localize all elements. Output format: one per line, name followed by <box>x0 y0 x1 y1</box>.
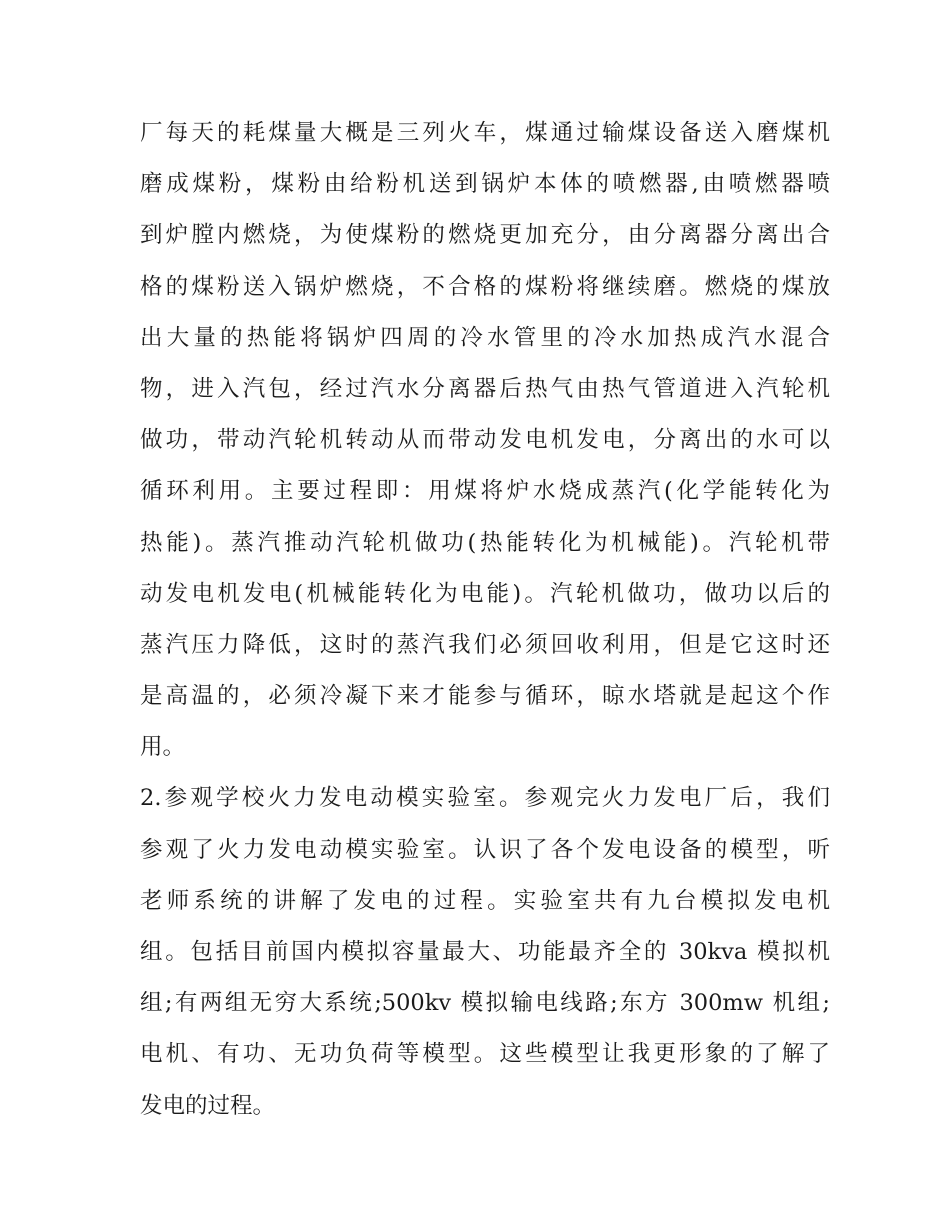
text-line: 用。 <box>140 734 186 761</box>
text-line: 做功，带动汽轮机转动从而带动发电机发电，分离出的水可以 <box>140 427 830 454</box>
text-line: 循环利用。主要过程即：用煤将炉水烧成蒸汽(化学能转化为 <box>140 478 830 505</box>
text-line: 参观了火力发电动模实验室。认识了各个发电设备的模型，听 <box>140 836 830 863</box>
text-line: 是高温的，必须冷凝下来才能参与循环，晾水塔就是起这个作 <box>140 683 830 710</box>
text-line: 磨成煤粉，煤粉由给粉机送到锅炉本体的喷燃器,由喷燃器喷 <box>140 171 830 198</box>
text-line: 蒸汽压力降低，这时的蒸汽我们必须回收利用，但是它这时还 <box>140 631 830 658</box>
text-line: 厂每天的耗煤量大概是三列火车，煤通过输煤设备送入磨煤机 <box>140 120 830 146</box>
text-line: 发电的过程。 <box>140 1092 276 1119</box>
text-line: 动发电机发电(机械能转化为电能)。汽轮机做功，做功以后的 <box>140 580 830 607</box>
text-line: 组;有两组无穷大系统;500kv 模拟输电线路;东方 300mw 机组; <box>140 990 830 1017</box>
text-line: 2.参观学校火力发电动模实验室。参观完火力发电厂后，我们 <box>140 785 830 812</box>
text-line: 热能)。蒸汽推动汽轮机做功(热能转化为机械能)。汽轮机带 <box>140 529 830 556</box>
text-line: 老师系统的讲解了发电的过程。实验室共有九台模拟发电机 <box>140 887 830 914</box>
document-body <box>140 108 830 1132</box>
text-line: 物，进入汽包，经过汽水分离器后热气由热气管道进入汽轮机 <box>140 375 830 402</box>
text-line: 电机、有功、无功负荷等模型。这些模型让我更形象的了解了 <box>140 1041 830 1068</box>
text-line: 出大量的热能将锅炉四周的冷水管里的冷水加热成汽水混合 <box>140 324 830 351</box>
text-line: 格的煤粉送入锅炉燃烧，不合格的煤粉将继续磨。燃烧的煤放 <box>140 273 830 300</box>
text-line: 组。包括目前国内模拟容量最大、功能最齐全的 30kva 模拟机 <box>140 939 830 965</box>
text-line: 到炉膛内燃烧，为使煤粉的燃烧更加充分，由分离器分离出合 <box>140 222 830 249</box>
